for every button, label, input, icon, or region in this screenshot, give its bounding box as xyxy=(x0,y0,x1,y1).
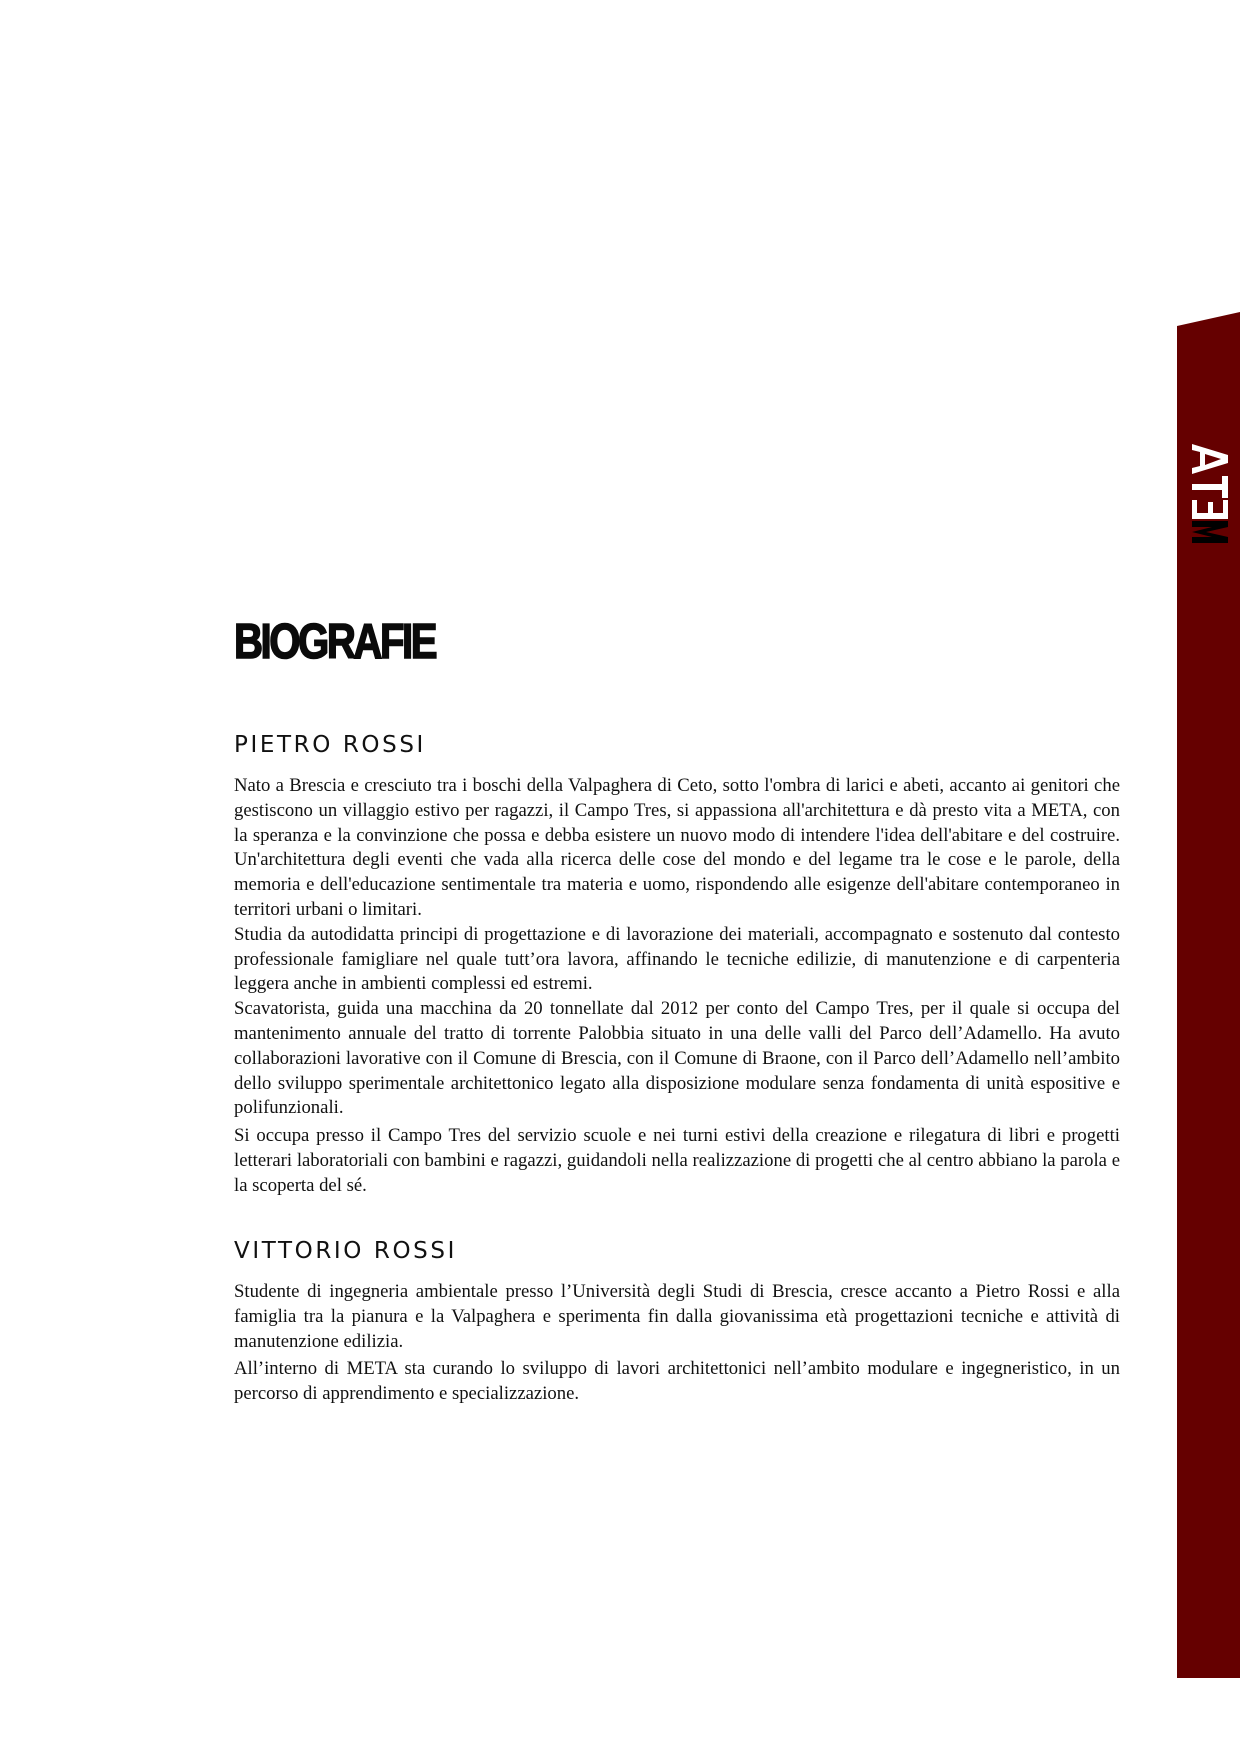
bio-paragraph: Studia da autodidatta principi di progettazione e di lavorazione dei materiali, accompagnato e sostenuto dal contesto professionale famigliare nel quale tutt’ora lavora, affinando le tecniche edilizie, di manutenzione e di carpenteria leggera anche in ambienti complessi ed estremi. xyxy=(234,923,1120,995)
bio-paragraph: Nato a Brescia e cresciuto tra i boschi della Valpaghera di Ceto, sotto l'ombra di larici e abeti, accanto ai genitori che gestiscono un villaggio estivo per ragazzi, il Campo Tres, si appassiona all'architettura e dà presto vita a META, con la speranza e la convinzione che possa e debba esistere un nuovo modo di intendere l'idea dell'abitare e del costruire. Un'architettura degli eventi che vada alla ricerca delle cose del mondo e del legame tra le cose e le parole, della memoria e dell'educazione sentimentale tra materia e uomo, rispondendo alle esigenze dell'abitare contemporaneo in territori urbani o limitari. xyxy=(234,775,1120,920)
bio-name-pietro-rossi: PIETRO ROSSI xyxy=(234,732,426,758)
meta-logo xyxy=(1192,443,1228,543)
bio-pietro-rossi xyxy=(234,774,1120,1199)
bio-paragraph: Scavatorista, guida una macchina da 20 tonnellate dal 2012 per conto del Campo Tres, per il quale si occupa del mantenimento annuale del tratto di torrente Palobbia situato in una delle valli del Parco dell’Adamello. Ha avuto collaborazioni lavorative con il Comune di Brescia, con il Comune di Braone, con il Parco dell’Adamello nell’ambito dello sviluppo sperimentale architettonico legato alla disposizione modulare senza fondamenta di unità espositive e polifunzionali. xyxy=(234,998,1120,1119)
bio-paragraph: Si occupa presso il Campo Tres del servizio scuole e nei turni estivi della creazione e rilegatura di libri e progetti letterari laboratoriali con bambini e ragazzi, guidandoli nella realizzazione di progetti che al centro abbiano la parola e la scoperta del sé. xyxy=(234,1125,1120,1196)
bio-paragraph: Studente di ingegneria ambientale presso l’Università degli Studi di Brescia, cresce accanto a Pietro Rossi e alla famiglia tra la pianura e la Valpaghera e sperimenta fin dalla giovanissima età progettazioni tecniche e attività di manutenzione edilizia. xyxy=(234,1281,1120,1352)
bio-paragraph: All’interno di META sta curando lo sviluppo di lavori architettonici nell’ambito modulare e ingegneristico, in un percorso di apprendimento e specializzazione. xyxy=(234,1358,1120,1405)
page-title: BIOGRAFIE xyxy=(234,615,436,669)
bio-vittorio-rossi xyxy=(234,1280,1120,1407)
bio-name-vittorio-rossi: VITTORIO ROSSI xyxy=(234,1238,457,1264)
